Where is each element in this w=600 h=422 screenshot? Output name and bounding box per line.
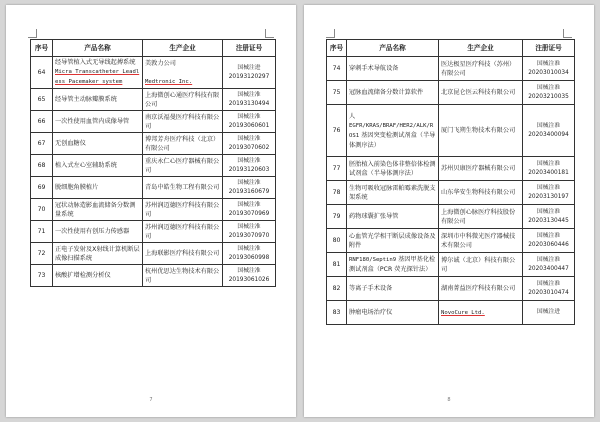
- header-no: 序号: [31, 40, 53, 57]
- table-row: 65 经导管主动脉瓣膜系统 上海微创心通医疗科技有限公司 国械注准 20193130494: [31, 89, 276, 111]
- company-name-en: Medtronic Inc.: [145, 78, 193, 85]
- table-row: 76 人 EGFR/KRAS/BRAF/HER2/ALK/ROS1 基因突变检测试剂盒（半导体测序法） 厦门飞朔生物技术有限公司 国械注准 20203400094: [327, 105, 575, 157]
- table-row: 68 植入式左心室辅助系统 重庆永仁心医疗器械有限公司 国械注准 20193120603: [31, 155, 276, 177]
- header-no: 序号: [327, 40, 347, 57]
- document-page-right: [304, 5, 594, 417]
- row-company: [143, 57, 223, 89]
- header-product: 产品名称: [53, 40, 143, 57]
- product-name-en: Micra Transcatheter Leadless Pacemaker system: [55, 69, 140, 85]
- table-row: 80 心血管光学相干断层成像设备及附件 深圳市中科微光医疗器械技术有限公司 国械注准 20203060446: [327, 229, 575, 253]
- row-product: [53, 57, 143, 89]
- table-row: [31, 57, 276, 89]
- product-name: 经导管植入式无导线起搏系统: [55, 59, 136, 66]
- page-number: 7: [149, 397, 153, 403]
- table-row: 71 一次性使用有创压力传感器 苏州润迈德医疗科技有限公司 国械注准 20193070970: [31, 221, 276, 243]
- table-row: 72 正电子发射及X射线计算机断层成像扫描系统 上海联影医疗科技有限公司 国械注准 20193060998: [31, 243, 276, 265]
- header-reg: 注册证号: [523, 40, 575, 57]
- table-row: 79 药物球囊扩张导管 上海微创心脉医疗科技股份有限公司 国械注准 20203130445: [327, 205, 575, 229]
- row-product: 人 EGFR/KRAS/BRAF/HER2/ALK/ROS1 基因突变检测试剂盒（半导体测序法）: [347, 105, 439, 157]
- row-product: RNF180/Septin9 基因甲基化检测试剂盒（PCR 荧光探针法）: [347, 253, 439, 277]
- row-reg: 国械注进 20193120297: [223, 57, 276, 89]
- table-row: 82 等离子手术设备 湖南菁益医疗科技有限公司 国械注准 20203010474: [327, 277, 575, 301]
- crop-mark: [326, 29, 335, 38]
- table-row: 66 一次性使用血管内成像导管 南京沃福曼医疗科技有限公司 国械注准 20193060601: [31, 111, 276, 133]
- header-company: 生产企业: [143, 40, 223, 57]
- table-row: 81 RNF180/Septin9 基因甲基化检测试剂盒（PCR 荧光探针法） 博尔诚（北京）科技有限公司 国械注准 20203400447: [327, 253, 575, 277]
- table-row: 77 胚胎植入前染色体非整倍体检测试剂盒（半导体测序法） 苏州贝康医疗器械有限公司 国械注准 20203400181: [327, 157, 575, 181]
- header-reg: 注册证号: [223, 40, 276, 57]
- crop-mark: [563, 29, 572, 38]
- header-company: 生产企业: [439, 40, 523, 57]
- table-row: 83 肿瘤电场治疗仪 NovoCure Ltd. 国械注进: [327, 301, 575, 325]
- table-header-row: [327, 40, 575, 57]
- row-no: 64: [31, 57, 53, 89]
- device-table-right: [326, 39, 575, 325]
- company-name-en: NovoCure Ltd.: [441, 309, 485, 316]
- header-product: 产品名称: [347, 40, 439, 57]
- crop-mark: [28, 29, 37, 38]
- company-name: 美敦力公司: [145, 59, 176, 67]
- page-number: 8: [447, 397, 451, 403]
- table-row: 78 生物可吸收冠脉雷帕霉素洗脱支架系统 山东华安生物科技有限公司 国械注准 20203130197: [327, 181, 575, 205]
- device-table-left: [30, 39, 276, 287]
- table-row: 73 核酸扩增检测分析仪 杭州优思达生物技术有限公司 国械注准 20193061026: [31, 265, 276, 287]
- table-row: 69 脱细胞角膜植片 青岛中皓生物工程有限公司 国械注准 20193160679: [31, 177, 276, 199]
- document-page-left: [6, 5, 296, 417]
- table-row: 70 冠状动脉造影血流储备分数测量系统 苏州润迈德医疗科技有限公司 国械注准 20193070969: [31, 199, 276, 221]
- table-row: 74 穿刺手术导航设备 医达极星医疗科技（苏州）有限公司 国械注准 20203010034: [327, 57, 575, 81]
- table-header-row: [31, 40, 276, 57]
- crop-mark: [265, 29, 274, 38]
- table-row: 75 冠脉血流储备分数计算软件 北京昆仑医云科技有限公司 国械注准 20203210035: [327, 81, 575, 105]
- table-row: 67 无创血糖仪 博邦芳舟医疗科技（北京）有限公司 国械注准 20193070602: [31, 133, 276, 155]
